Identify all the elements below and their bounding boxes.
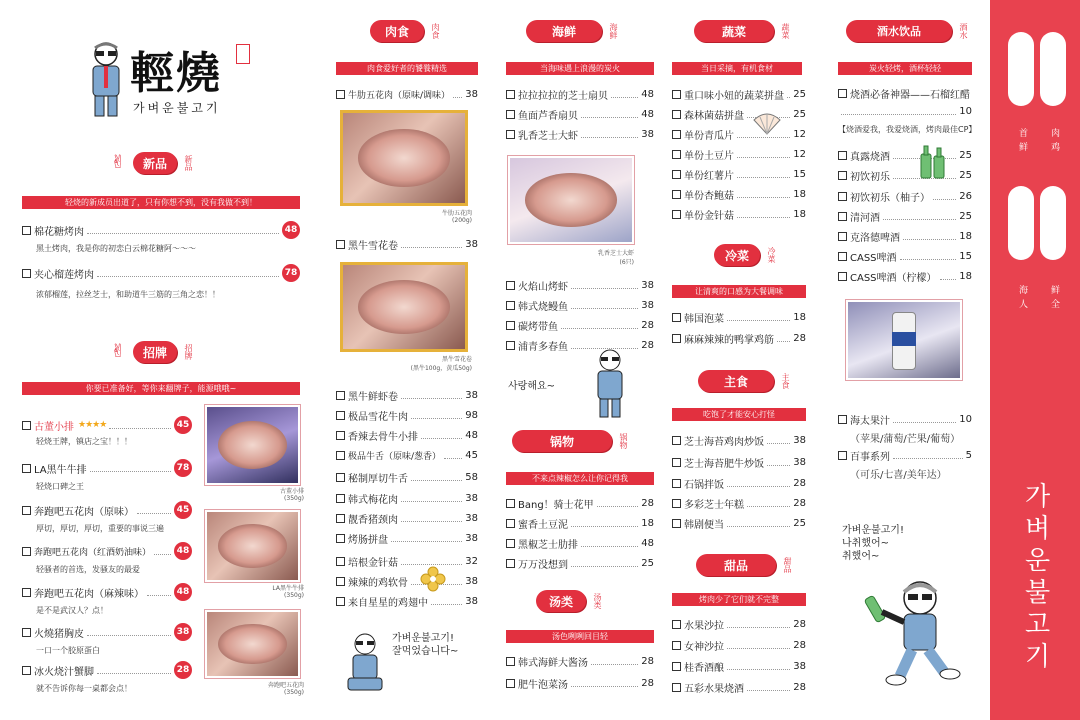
photo-caption: 奔跑吧五花肉 (350g) [267,682,304,696]
checkbox[interactable] [506,679,515,688]
menu-item[interactable]: 单份青瓜片 12 [672,127,806,141]
menu-item[interactable]: 冰火烧汁蟹脚 28 [22,663,192,677]
menu-item[interactable]: 烤肠拼盘 38 [336,531,478,545]
menu-item[interactable]: 单份杏鲍菇 18 [672,187,806,201]
checkbox[interactable] [506,301,515,310]
menu-column-4 [668,0,836,720]
section-banner: 轻烧的新成员出道了，只有你想不到，没有我做不到！ [22,196,300,209]
rock-hand-icon: ✌ [110,152,126,173]
item-description: 一口一个胶原蛋白 [36,646,100,655]
menu-item[interactable]: 辣辣的鸡软骨 38 [336,574,478,588]
drinks-note: 【烧酒爱我，我爱烧酒，烤肉最佳CP】 [838,125,977,134]
checkbox[interactable] [506,341,515,350]
item-description: 轻烧口碑之王 [36,482,84,491]
food-photo [508,156,634,244]
checkbox[interactable] [506,90,515,99]
checkbox[interactable] [838,89,847,98]
checkbox[interactable] [838,212,847,221]
menu-item[interactable]: 奔跑吧五花肉（原味） 45 [22,503,192,517]
checkbox[interactable] [336,240,345,249]
menu-item[interactable]: 黑牛鲜虾卷 38 [336,388,478,402]
section-banner: 烤肉少了它们就不完整 [672,593,806,606]
checkbox[interactable] [506,559,515,568]
section-title-pot: 锅物 锅物 [512,430,628,452]
menu-item[interactable]: 火焰山烤虾 38 [506,278,654,292]
strip-tab [1040,186,1066,260]
section-banner: 当日采摘，有机食材 [672,62,802,75]
menu-item[interactable]: CASS啤酒（柠檬） 18 [838,269,972,283]
section-title-meat: 肉食 肉食 [370,20,440,42]
section-title-dessert: 甜品 甜品 [696,554,792,576]
checkbox[interactable] [336,534,345,543]
menu-item[interactable]: 多彩芝士年糕 28 [672,496,806,510]
menu-item[interactable]: 培根金针菇 32 [336,554,478,568]
checkbox[interactable] [336,90,345,99]
menu-item[interactable]: 乳香芝士大虾 38 [506,127,654,141]
photo-caption: LA黑牛牛排 (350g) [272,585,304,599]
menu-item[interactable]: 烧酒必备神器——石榴红醋 [838,86,972,100]
checkbox[interactable] [672,479,681,488]
strip-vertical-text: 가벼운불고기 [1020,482,1050,674]
menu-item[interactable]: 初饮初乐（柚子） 26 [838,189,972,203]
checkbox[interactable] [336,451,345,460]
strip-tab [1008,32,1034,106]
section-banner: 炭火轻烤，酒杯轻轻 [838,62,972,75]
rock-hand-icon: ✌ [110,341,126,362]
mascot-speech: 사랑해요~ [508,381,556,392]
checkbox[interactable] [336,557,345,566]
section-title-new: ✌ 新品 新品 [108,151,193,175]
menu-item[interactable]: 奔跑吧五花肉（麻辣味） 48 [22,585,192,599]
menu-item[interactable]: 拉拉拉拉的芝士扇贝 48 [506,87,654,101]
strip-tab [1040,32,1066,106]
menu-item[interactable]: 森林菌菇拼盘 25 [672,107,806,121]
checkbox[interactable] [506,499,515,508]
menu-item-price-row: 10 [838,104,972,118]
photo-caption: 古董小排 (350g) [279,488,304,502]
menu-item[interactable]: 五彩水果烧酒 28 [672,680,806,694]
checkbox[interactable] [336,514,345,523]
menu-column-2 [322,0,492,720]
checkbox[interactable] [838,252,847,261]
menu-item[interactable]: 麻麻辣辣的鸭掌鸡筋 28 [672,331,806,345]
mascot-figure [344,632,386,696]
menu-column-5 [832,0,982,720]
checkbox[interactable] [672,190,681,199]
strip-label: 肉 鸡 [1049,128,1059,152]
menu-item[interactable]: 女神沙拉 28 [672,638,806,652]
checkbox[interactable] [672,110,681,119]
shell-icon [752,112,782,136]
menu-item[interactable]: 来自星星的鸡翅中 38 [336,594,478,608]
section-banner: 不来点辣椒怎么让你记得我 [506,472,654,485]
menu-item[interactable]: Bang！骑士花甲 28 [506,496,654,510]
menu-item[interactable]: 重口味小妞的蔬菜拼盘 25 [672,87,806,101]
menu-item[interactable]: 棉花糖烤肉 48 [22,223,300,237]
checkbox[interactable] [22,464,31,473]
checkbox[interactable] [336,597,345,606]
title-glyph: 新品 [133,152,177,174]
checkbox[interactable] [672,662,681,671]
menu-item[interactable]: 真露烧酒 25 [838,148,972,162]
checkbox[interactable] [838,232,847,241]
checkbox[interactable] [672,130,681,139]
drinks-note: （苹果/蒲萄/芒果/葡萄） [850,434,961,445]
menu-item[interactable]: 克洛德啤酒 18 [838,229,972,243]
checkbox[interactable] [672,150,681,159]
mascot-speech: 가벼운불고기! 잘먹었습니다~ [392,633,459,657]
menu-item[interactable]: 桂香酒酿 38 [672,659,806,673]
checkbox[interactable] [838,171,847,180]
checkbox[interactable] [336,431,345,440]
menu-item[interactable]: 韩国泡菜 18 [672,310,806,324]
checkbox[interactable] [838,151,847,160]
checkbox[interactable] [22,421,31,430]
section-title-staple: 主食 主食 [698,370,790,392]
section-banner: 当海味遇上浪漫的炭火 [506,62,654,75]
menu-item[interactable]: 夹心榴莲烤肉 78 [22,266,300,280]
checkbox[interactable] [506,130,515,139]
brand-seal [236,44,250,64]
checkbox[interactable] [672,436,681,445]
section-title-seafood: 海鲜 海鲜 [526,20,618,42]
checkbox[interactable] [22,666,31,675]
checkbox[interactable] [506,539,515,548]
checkbox[interactable] [336,411,345,420]
section-banner: 肉食爱好者的饕餮精选 [336,62,478,75]
checkbox[interactable] [336,473,345,482]
item-description: 就不告诉你每一桌都会点！ [36,684,132,693]
menu-item[interactable]: 韩式梅花肉 38 [336,491,478,505]
food-photo [340,110,468,206]
strip-label: 海 人 [1017,285,1027,309]
drink-photo [846,300,962,380]
checkbox[interactable] [838,451,847,460]
menu-item[interactable]: 芝士海苔肥牛炒饭 38 [672,455,806,469]
checkbox[interactable] [506,519,515,528]
mascot-figure [82,40,130,118]
item-description: 黑土烤肉，我是你的初恋白云棉花糖阿～～～ [36,244,196,253]
menu-item[interactable]: 蜜香土豆泥 18 [506,516,654,530]
item-description: 轻烧王牌，镇店之宝！！！ [36,437,132,446]
menu-item[interactable]: 海太果汁 10 [838,412,972,426]
checkbox[interactable] [672,458,681,467]
checkbox[interactable] [336,494,345,503]
star-rating: ★★★★ [78,420,107,430]
menu-item[interactable]: 单份红薯片 15 [672,167,806,181]
brand-subtitle: 가벼운불고기 [133,101,221,115]
checkbox[interactable] [672,683,681,692]
item-description: 厚切，厚切，厚切，重要的事说三遍 [36,524,164,533]
checkbox[interactable] [672,90,681,99]
section-title-cold: 冷菜 冷菜 [714,244,776,266]
section-banner: 让清爽的口感为大餐调味 [672,285,806,298]
checkbox[interactable] [22,226,31,235]
checkbox[interactable] [672,313,681,322]
photo-caption: 黑牛雪花卷 (黑牛100g，黄瓜50g) [410,356,472,372]
menu-item[interactable]: 奔跑吧五花肉（红酒奶油味） 48 [22,544,192,558]
section-title-drinks: 酒水饮品 酒水 [846,20,968,42]
checkbox[interactable] [336,577,345,586]
menu-item[interactable]: 古董小排 ★★★★ 45 [22,418,192,432]
drinks-note: （可乐/七喜/美年达） [850,470,947,481]
photo-caption: 牛肋五花肉 (200g) [441,210,472,224]
menu-item[interactable]: 水果沙拉 28 [672,617,806,631]
menu-item[interactable]: 极品牛舌（原味/葱香） 45 [336,448,478,462]
flower-icon [420,566,446,592]
photo-caption: 乳香芝士大虾 (6只) [597,250,634,266]
section-banner: 汤色咧咧回目轻 [506,630,654,643]
checkbox[interactable] [838,272,847,281]
checkbox[interactable] [672,641,681,650]
menu-item[interactable]: 韩剧便当 25 [672,516,806,530]
menu-item[interactable]: CASS啤酒 15 [838,249,972,263]
checkbox[interactable] [838,415,847,424]
menu-item[interactable]: 韩式烧鳗鱼 38 [506,298,654,312]
menu-item[interactable]: 黑牛雪花卷 38 [336,237,478,251]
checkbox[interactable] [22,547,31,556]
item-description: 浓郁榴莲，拉丝芝士，和助道牛三筋的三角之恋！！ [36,290,220,299]
checkbox[interactable] [838,192,847,201]
section-title-veg: 蔬菜 蔬菜 [694,20,790,42]
mascot-figure [862,572,980,692]
checkbox[interactable] [672,620,681,629]
section-title-soup: 汤类 汤类 [536,590,602,612]
item-description: 是不是武汉人？点！ [36,606,108,615]
food-photo [205,405,300,485]
menu-item[interactable]: 万万没想到 25 [506,556,654,570]
menu-item[interactable]: 碳烤带鱼 28 [506,318,654,332]
menu-item[interactable]: 火燒猪胸皮 38 [22,625,192,639]
section-title-signature: ✌ 招牌 招牌 [108,340,193,364]
menu-item[interactable]: 靓香猪颈肉 38 [336,511,478,525]
menu-item[interactable]: 肥牛泡菜汤 28 [506,676,654,690]
checkbox[interactable] [22,588,31,597]
item-description: 轻骚者的首选，发骚友的最爱 [36,565,140,574]
checkbox[interactable] [506,281,515,290]
strip-label: 鲜 全 [1049,285,1059,309]
strip-tab [1008,186,1034,260]
menu-item[interactable]: 清河酒 25 [838,209,972,223]
checkbox[interactable] [672,499,681,508]
checkbox[interactable] [506,321,515,330]
strip-label: 首 鲜 [1017,128,1027,152]
checkbox[interactable] [672,210,681,219]
menu-item[interactable]: 鱼面芦香扇贝 48 [506,107,654,121]
menu-item[interactable]: 单份土豆片 12 [672,147,806,161]
menu-item[interactable]: 香辣去骨牛小排 48 [336,428,478,442]
food-photo [205,510,300,582]
menu-column-3 [498,0,664,720]
mascot-speech: 가벼운불고기! 나취했어~ 취했어~ [842,525,904,562]
menu-item[interactable]: 初饮初乐 25 [838,168,972,182]
menu-item[interactable]: 浦青多春鱼 28 [506,338,654,352]
checkbox[interactable] [22,269,31,278]
food-photo [205,610,300,678]
menu-item[interactable]: 极品雪花牛肉 98 [336,408,478,422]
checkbox[interactable] [672,519,681,528]
brand-title: 輕燒 [130,48,222,99]
checkbox[interactable] [336,391,345,400]
menu-item[interactable]: 秘制厚切牛舌 58 [336,470,478,484]
menu-item[interactable]: 百事系列 5 [838,448,972,462]
menu-item[interactable]: 芝士海苔鸡肉炒饭 38 [672,433,806,447]
section-banner: 吃饱了才能安心打怪 [672,408,806,421]
checkbox[interactable] [22,506,31,515]
checkbox[interactable] [672,334,681,343]
menu-item[interactable]: 黑椒芝士肋排 48 [506,536,654,550]
checkbox[interactable] [506,657,515,666]
menu-item[interactable]: 韩式海鲜大酱汤 28 [506,654,654,668]
menu-item[interactable]: 石锅拌饭 28 [672,476,806,490]
checkbox[interactable] [506,110,515,119]
checkbox[interactable] [22,628,31,637]
checkbox[interactable] [672,170,681,179]
menu-item[interactable]: 单份金针菇 18 [672,207,806,221]
section-banner: 你要已准备好，等你来翻牌子，能源哦哦~ [22,382,300,395]
menu-column-1 [0,0,315,720]
menu-item[interactable]: 牛肋五花肉（原味/调味） 38 [336,87,478,101]
mascot-figure [590,348,630,420]
soju-bottle-icon [918,144,948,180]
menu-item[interactable]: LA黑牛牛排 78 [22,461,192,475]
food-photo [340,262,468,352]
